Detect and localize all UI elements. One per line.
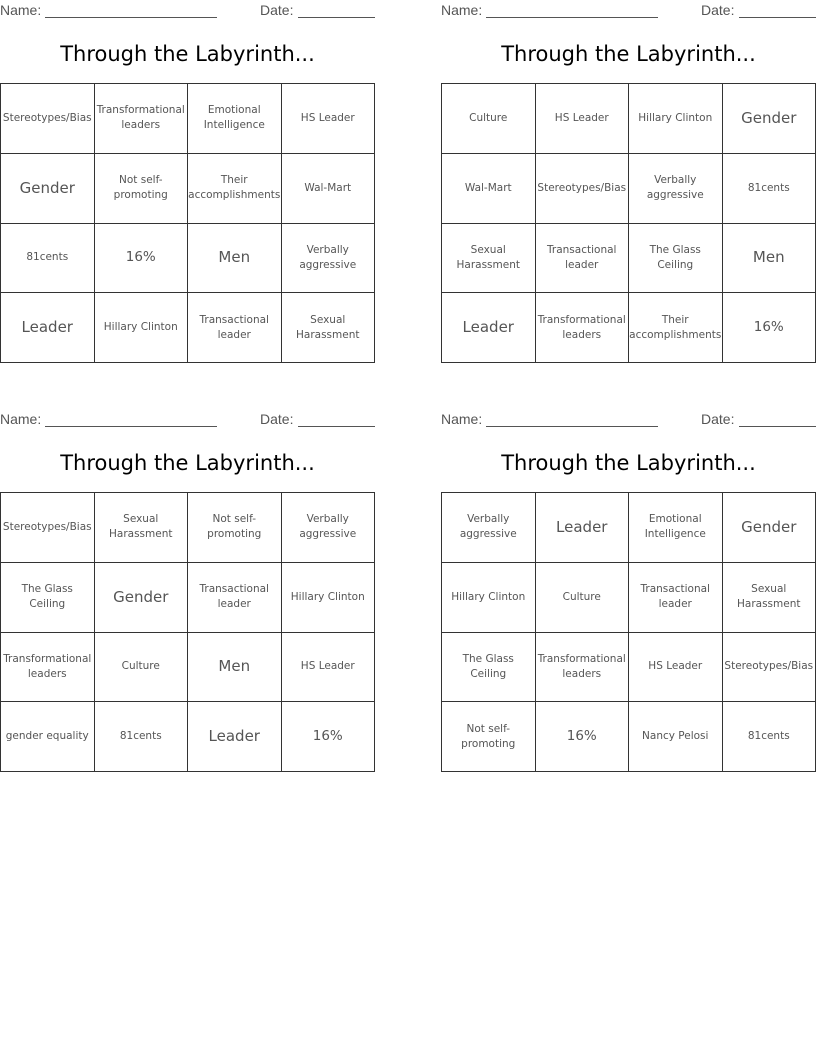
grid-cell: 81cents bbox=[95, 702, 189, 772]
bingo-card-2 bbox=[441, 0, 816, 370]
grid-cell: Men bbox=[188, 224, 282, 294]
date-label: Date: bbox=[260, 411, 294, 427]
grid-cell: Men bbox=[188, 633, 282, 703]
grid-cell: Stereotypes/Bias bbox=[1, 493, 95, 563]
name-field-line bbox=[486, 411, 658, 427]
date-field-line bbox=[298, 411, 375, 427]
grid-cell: Stereotypes/Bias bbox=[723, 633, 816, 703]
card-title: Through the Labyrinth... bbox=[60, 42, 315, 66]
grid-cell: Culture bbox=[442, 84, 536, 154]
bingo-card-4 bbox=[441, 409, 816, 779]
grid-cell: Leader bbox=[442, 293, 536, 363]
grid-cell: Leader bbox=[536, 493, 630, 563]
name-label: Name: bbox=[0, 411, 42, 427]
grid-cell: Sexual Harassment bbox=[723, 563, 816, 633]
grid-cell: Sexual Harassment bbox=[282, 293, 376, 363]
grid-cell: Not self-promoting bbox=[188, 493, 282, 563]
grid-cell: Sexual Harassment bbox=[95, 493, 189, 563]
grid-cell: Wal-Mart bbox=[442, 154, 536, 224]
grid-cell: Transformational leaders bbox=[536, 633, 630, 703]
grid-cell: Leader bbox=[1, 293, 95, 363]
grid-cell: Verbally aggressive bbox=[282, 493, 376, 563]
grid-cell: Wal-Mart bbox=[282, 154, 376, 224]
grid-cell: Emotional Intelligence bbox=[188, 84, 282, 154]
grid-cell: 81cents bbox=[1, 224, 95, 294]
card-header bbox=[441, 409, 816, 431]
grid-cell: Transactional leader bbox=[629, 563, 723, 633]
card-header bbox=[0, 0, 376, 22]
card-title: Through the Labyrinth... bbox=[60, 451, 315, 475]
grid-cell: Transactional leader bbox=[188, 563, 282, 633]
grid-cell: Transformational leaders bbox=[536, 293, 630, 363]
grid-cell: Emotional Intelligence bbox=[629, 493, 723, 563]
grid-cell: Hillary Clinton bbox=[629, 84, 723, 154]
grid-cell: The Glass Ceiling bbox=[629, 224, 723, 294]
name-label: Name: bbox=[441, 411, 483, 427]
name-field-line bbox=[45, 2, 217, 18]
grid-cell: Hillary Clinton bbox=[282, 563, 376, 633]
bingo-grid bbox=[441, 492, 816, 772]
grid-cell: Leader bbox=[188, 702, 282, 772]
grid-cell: 16% bbox=[282, 702, 376, 772]
grid-cell: gender equality bbox=[1, 702, 95, 772]
grid-cell: Gender bbox=[723, 493, 816, 563]
grid-cell: Hillary Clinton bbox=[442, 563, 536, 633]
grid-cell: Stereotypes/Bias bbox=[536, 154, 630, 224]
grid-cell: Verbally aggressive bbox=[282, 224, 376, 294]
grid-cell: Verbally aggressive bbox=[442, 493, 536, 563]
grid-cell: Transformational leaders bbox=[95, 84, 189, 154]
grid-cell: 81cents bbox=[723, 154, 816, 224]
grid-cell: Their accomplishments bbox=[188, 154, 282, 224]
grid-cell: Sexual Harassment bbox=[442, 224, 536, 294]
date-field-line bbox=[298, 2, 375, 18]
date-label: Date: bbox=[701, 2, 735, 18]
card-title: Through the Labyrinth... bbox=[501, 42, 756, 66]
grid-cell: Culture bbox=[536, 563, 630, 633]
bingo-grid bbox=[441, 83, 816, 363]
date-field-line bbox=[739, 411, 816, 427]
grid-cell: Gender bbox=[1, 154, 95, 224]
grid-cell: Not self-promoting bbox=[95, 154, 189, 224]
grid-cell: Transactional leader bbox=[536, 224, 630, 294]
grid-cell: 81cents bbox=[723, 702, 816, 772]
name-label: Name: bbox=[441, 2, 483, 18]
name-field-line bbox=[486, 2, 658, 18]
bingo-card-3 bbox=[0, 409, 376, 779]
grid-cell: Verbally aggressive bbox=[629, 154, 723, 224]
grid-cell: Culture bbox=[95, 633, 189, 703]
grid-cell: Gender bbox=[95, 563, 189, 633]
grid-cell: The Glass Ceiling bbox=[1, 563, 95, 633]
grid-cell: The Glass Ceiling bbox=[442, 633, 536, 703]
grid-cell: HS Leader bbox=[536, 84, 630, 154]
grid-cell: Transactional leader bbox=[188, 293, 282, 363]
card-header bbox=[441, 0, 816, 22]
grid-cell: 16% bbox=[723, 293, 816, 363]
grid-cell: HS Leader bbox=[629, 633, 723, 703]
date-label: Date: bbox=[701, 411, 735, 427]
grid-cell: HS Leader bbox=[282, 84, 376, 154]
grid-cell: Hillary Clinton bbox=[95, 293, 189, 363]
grid-cell: 16% bbox=[536, 702, 630, 772]
bingo-grid bbox=[0, 492, 375, 772]
grid-cell: Transformational leaders bbox=[1, 633, 95, 703]
date-field-line bbox=[739, 2, 816, 18]
bingo-grid bbox=[0, 83, 375, 363]
grid-cell: Their accomplishments bbox=[629, 293, 723, 363]
grid-cell: Not self-promoting bbox=[442, 702, 536, 772]
date-label: Date: bbox=[260, 2, 294, 18]
card-header bbox=[0, 409, 376, 431]
grid-cell: 16% bbox=[95, 224, 189, 294]
name-field-line bbox=[45, 411, 217, 427]
grid-cell: Men bbox=[723, 224, 816, 294]
bingo-card-1 bbox=[0, 0, 376, 370]
grid-cell: Nancy Pelosi bbox=[629, 702, 723, 772]
grid-cell: HS Leader bbox=[282, 633, 376, 703]
grid-cell: Gender bbox=[723, 84, 816, 154]
card-title: Through the Labyrinth... bbox=[501, 451, 756, 475]
name-label: Name: bbox=[0, 2, 42, 18]
grid-cell: Stereotypes/Bias bbox=[1, 84, 95, 154]
